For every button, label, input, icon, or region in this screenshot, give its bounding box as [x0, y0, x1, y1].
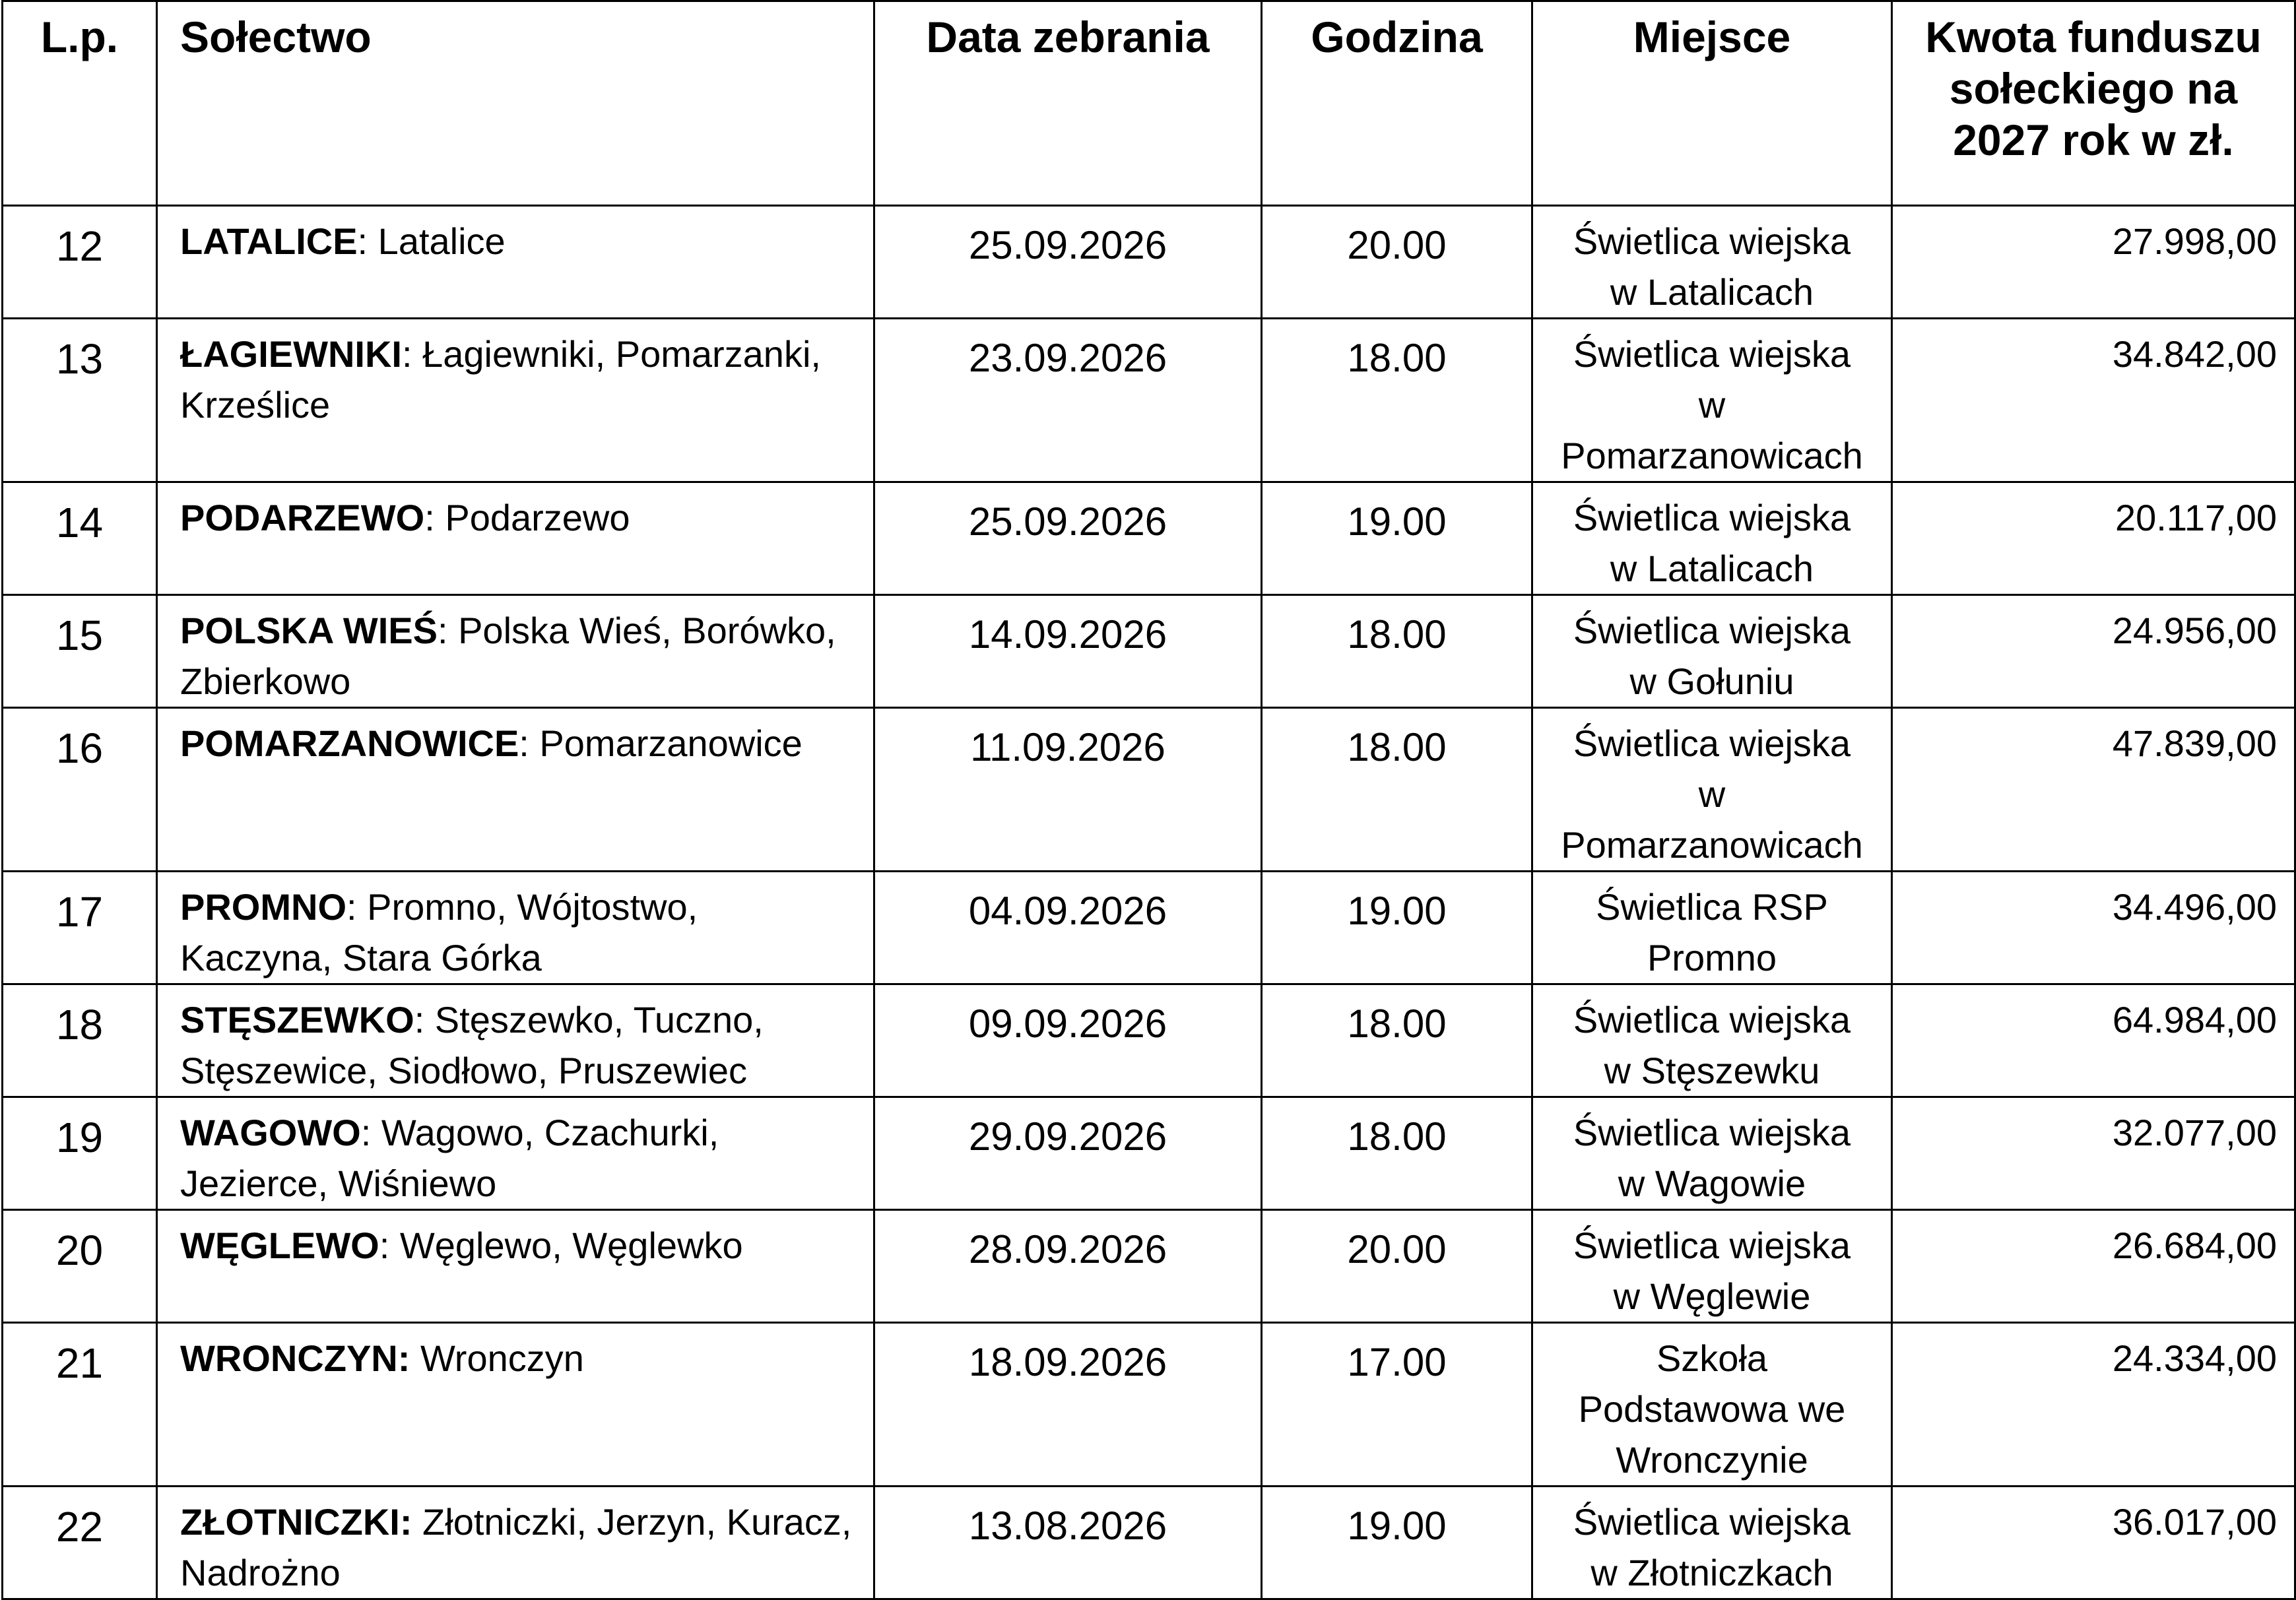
meeting-place: Świetlica wiejska w Latalicach — [1532, 482, 1892, 595]
table-row — [3, 1097, 2295, 1210]
row-number: 18 — [3, 984, 157, 1097]
solectwo-separator: : — [401, 333, 412, 375]
header-solectwo: Sołectwo — [157, 1, 874, 206]
row-number: 13 — [3, 319, 157, 482]
table-row — [3, 708, 2295, 872]
meeting-hour: 19.00 — [1262, 1487, 1532, 1599]
row-number: 16 — [3, 708, 157, 872]
meeting-hour: 18.00 — [1262, 708, 1532, 872]
fund-amount: 36.017,00 — [1892, 1487, 2295, 1599]
solectwo-cell — [157, 595, 874, 708]
solectwo-cell — [157, 984, 874, 1097]
solectwo-name: STĘSZEWKO — [180, 999, 414, 1040]
meeting-hour: 18.00 — [1262, 1097, 1532, 1210]
row-number: 22 — [3, 1487, 157, 1599]
fund-amount: 34.842,00 — [1892, 319, 2295, 482]
meeting-place: Świetlica wiejska w Pomarzanowicach — [1532, 708, 1892, 872]
header-data: Data zebrania — [874, 1, 1262, 206]
row-number: 15 — [3, 595, 157, 708]
fund-amount: 24.956,00 — [1892, 595, 2295, 708]
header-row — [3, 1, 2295, 206]
meeting-hour: 19.00 — [1262, 482, 1532, 595]
meeting-date: 25.09.2026 — [874, 482, 1262, 595]
fund-amount: 24.334,00 — [1892, 1323, 2295, 1487]
solectwo-name: PODARZEWO — [180, 497, 425, 538]
solectwo-villages: Polska Wieś, Borówko, Zbierkowo — [180, 610, 836, 702]
meeting-hour: 20.00 — [1262, 1210, 1532, 1323]
solectwo-cell — [157, 872, 874, 984]
meeting-hour: 18.00 — [1262, 984, 1532, 1097]
fund-amount: 64.984,00 — [1892, 984, 2295, 1097]
solectwo-cell — [157, 1487, 874, 1599]
table-row — [3, 319, 2295, 482]
meeting-hour: 18.00 — [1262, 595, 1532, 708]
row-number: 17 — [3, 872, 157, 984]
solectwo-villages: Złotniczki, Jerzyn, Kuracz, Nadrożno — [180, 1501, 852, 1593]
solectwo-villages: Stęszewko, Tuczno, Stęszewice, Siodłowo, Pruszewiec — [180, 999, 764, 1091]
fund-amount: 34.496,00 — [1892, 872, 2295, 984]
solectwo-cell — [157, 1210, 874, 1323]
solectwo-villages: Pomarzanowice — [529, 722, 803, 764]
meeting-place: Świetlica wiejska w Pomarzanowicach — [1532, 319, 1892, 482]
row-number: 12 — [3, 206, 157, 319]
table-row — [3, 482, 2295, 595]
solectwo-villages: Łagiewniki, Pomarzanki, Krześlice — [180, 333, 821, 426]
header-lp: L.p. — [3, 1, 157, 206]
meeting-place: Świetlica RSP Promno — [1532, 872, 1892, 984]
table-row — [3, 872, 2295, 984]
meeting-date: 14.09.2026 — [874, 595, 1262, 708]
fund-amount: 32.077,00 — [1892, 1097, 2295, 1210]
solectwo-villages: Promno, Wójtostwo, Kaczyna, Stara Górka — [180, 886, 698, 978]
table-row — [3, 206, 2295, 319]
solectwo-cell — [157, 1097, 874, 1210]
meetings-table — [1, 0, 2296, 1600]
fund-amount: 20.117,00 — [1892, 482, 2295, 595]
meeting-date: 25.09.2026 — [874, 206, 1262, 319]
table-row — [3, 1487, 2295, 1599]
solectwo-name: LATALICE — [180, 220, 358, 262]
row-number: 19 — [3, 1097, 157, 1210]
solectwo-name: POMARZANOWICE — [180, 722, 519, 764]
solectwo-villages: Węglewo, Węglewko — [389, 1225, 743, 1266]
meeting-date: 04.09.2026 — [874, 872, 1262, 984]
table-row — [3, 984, 2295, 1097]
fund-amount: 26.684,00 — [1892, 1210, 2295, 1323]
solectwo-name: PROMNO — [180, 886, 346, 928]
meeting-place: Świetlica wiejska w Stęszewku — [1532, 984, 1892, 1097]
solectwo-cell — [157, 482, 874, 595]
meeting-hour: 18.00 — [1262, 319, 1532, 482]
row-number: 21 — [3, 1323, 157, 1487]
row-number: 14 — [3, 482, 157, 595]
meeting-place: Świetlica wiejska w Złotniczkach — [1532, 1487, 1892, 1599]
solectwo-name: WRONCZYN: — [180, 1337, 410, 1379]
solectwo-separator: : — [519, 722, 529, 764]
solectwo-villages: Latalice — [368, 220, 506, 262]
solectwo-separator: : — [437, 610, 448, 651]
solectwo-separator: : — [346, 886, 357, 928]
meeting-place: Świetlica wiejska w Gołuniu — [1532, 595, 1892, 708]
fund-amount: 27.998,00 — [1892, 206, 2295, 319]
meeting-hour: 17.00 — [1262, 1323, 1532, 1487]
solectwo-separator: : — [360, 1112, 372, 1153]
meeting-date: 18.09.2026 — [874, 1323, 1262, 1487]
header-kwota: Kwota funduszu sołeckiego na 2027 rok w zł. — [1892, 1, 2295, 206]
solectwo-name: WAGOWO — [180, 1112, 361, 1153]
row-number: 20 — [3, 1210, 157, 1323]
meeting-date: 09.09.2026 — [874, 984, 1262, 1097]
fund-amount: 47.839,00 — [1892, 708, 2295, 872]
meeting-hour: 20.00 — [1262, 206, 1532, 319]
table-body — [3, 206, 2295, 1599]
header-miejsce: Miejsce — [1532, 1, 1892, 206]
meeting-place: Świetlica wiejska w Wagowie — [1532, 1097, 1892, 1210]
solectwo-separator: : — [357, 220, 368, 262]
header-godzina: Godzina — [1262, 1, 1532, 206]
meeting-hour: 19.00 — [1262, 872, 1532, 984]
solectwo-name: WĘGLEWO — [180, 1225, 379, 1266]
solectwo-separator: : — [414, 999, 425, 1040]
meeting-date: 13.08.2026 — [874, 1487, 1262, 1599]
solectwo-villages: Wronczyn — [410, 1337, 584, 1379]
solectwo-cell — [157, 206, 874, 319]
solectwo-villages: Podarzewo — [434, 497, 630, 538]
meeting-place: Świetlica wiejska w Węglewie — [1532, 1210, 1892, 1323]
meeting-date: 11.09.2026 — [874, 708, 1262, 872]
solectwo-villages: Wagowo, Czachurki, Jezierce, Wiśniewo — [180, 1112, 719, 1204]
solectwo-name: POLSKA WIEŚ — [180, 610, 438, 651]
meeting-date: 23.09.2026 — [874, 319, 1262, 482]
solectwo-name: ZŁOTNICZKI: — [180, 1501, 412, 1543]
table-row — [3, 595, 2295, 708]
solectwo-name: ŁAGIEWNIKI — [180, 333, 402, 375]
solectwo-cell — [157, 1323, 874, 1487]
meeting-date: 28.09.2026 — [874, 1210, 1262, 1323]
table-row — [3, 1210, 2295, 1323]
meeting-date: 29.09.2026 — [874, 1097, 1262, 1210]
solectwo-separator: : — [379, 1225, 390, 1266]
meeting-place: Szkoła Podstawowa we Wronczynie — [1532, 1323, 1892, 1487]
solectwo-cell — [157, 708, 874, 872]
meeting-place: Świetlica wiejska w Latalicach — [1532, 206, 1892, 319]
solectwo-cell — [157, 319, 874, 482]
solectwo-separator: : — [424, 497, 435, 538]
table-row — [3, 1323, 2295, 1487]
